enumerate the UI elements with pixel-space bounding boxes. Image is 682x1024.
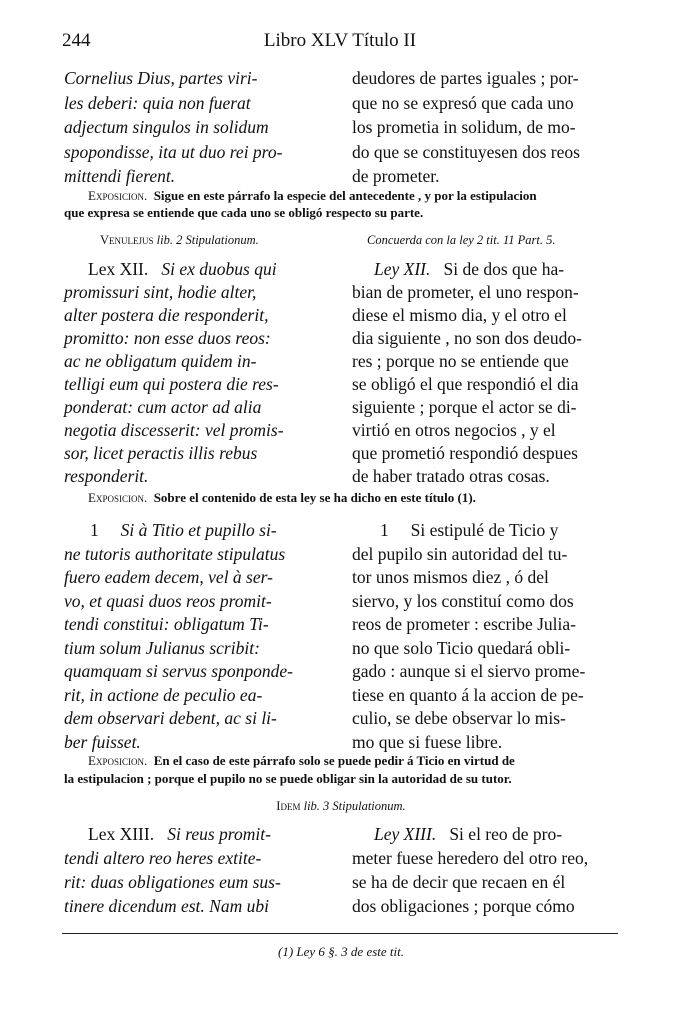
text-line: se ha de decir que recaen en él: [352, 872, 566, 892]
author-name: Idem: [276, 799, 301, 813]
text-line: tendi constitui: obligatum Ti-: [64, 614, 269, 634]
text-line: diese el mismo dia, y el otro el: [352, 305, 567, 325]
latin-column-s1: [64, 66, 282, 189]
text-line: Si ex duobus qui: [161, 259, 277, 279]
text-line: dem observari debent, ac si li-: [64, 708, 277, 728]
text-line: del pupilo sin autoridad del tu-: [352, 543, 568, 564]
exposicion-label: Exposicion.: [88, 753, 148, 768]
text-line: siguiente ; porque el actor se di-: [352, 397, 577, 417]
source-ref: lib. 3 Stipulationum.: [303, 799, 406, 813]
text-line: adjectum singulos in solidum: [64, 117, 269, 137]
text-line: que expresa se entiende que cada uno se obligó respecto su parte.: [64, 205, 424, 220]
source-ref: lib. 2 Stipulationum.: [156, 233, 259, 247]
text-line: dia siguiente , no son dos deudo-: [352, 328, 582, 348]
text-line: les deberi: quia non fuerat: [64, 92, 251, 113]
text-line: culio, se debe observar lo mis-: [352, 708, 566, 728]
text-line: tinere dicendum est. Nam ubi: [64, 896, 269, 916]
text-line: siervo, y los constituí como dos: [352, 590, 574, 611]
exposicion-label: Exposicion.: [88, 188, 148, 203]
text-line: fuero eadem decem, vel à ser-: [64, 567, 273, 587]
exposicion-s2: [88, 489, 476, 506]
text-line: telligi eum qui postera die res-: [64, 374, 279, 394]
footnote: (1) Ley 6 §. 3 de este tit.: [278, 944, 404, 959]
spanish-column-s4: [352, 822, 588, 918]
text-line: de haber tratado otras cosas.: [352, 466, 550, 486]
text-line: tor unos mismos diez , ó del: [352, 567, 549, 587]
page-number: 244: [62, 30, 91, 51]
text-line: que prometió respondió despues: [352, 443, 578, 463]
source-citation-s2: [100, 233, 259, 248]
text-line: gado : aunque si el siervo prome-: [352, 661, 586, 681]
text-line: Si à Titio et pupillo si-: [120, 520, 277, 540]
latin-column-s3: [64, 519, 293, 754]
text-line: ber fuisset.: [64, 731, 141, 752]
paragraph-number: 1: [90, 520, 99, 540]
concordance-note: Concuerda con la ley 2 tit. 11 Part. 5.: [367, 233, 556, 247]
text-line: quamquam si servus sponponde-: [64, 661, 293, 681]
text-line: mittendi fierent.: [64, 166, 176, 186]
text-line: tium solum Julianus scribit:: [64, 637, 260, 658]
text-line: que no se expresó que cada uno: [352, 92, 574, 113]
text-line: ponderat: cum actor ad alia: [64, 397, 262, 417]
text-line: promitto: non esse duos reos:: [64, 328, 271, 348]
paragraph-number: 1: [380, 520, 389, 540]
text-line: Si reus promit-: [167, 824, 271, 844]
text-line: Si de dos que ha-: [443, 259, 565, 279]
author-name: Venulejus: [100, 233, 154, 247]
spanish-column-s2: [352, 258, 582, 488]
latin-column-s2: [64, 258, 284, 488]
source-citation-s4: [0, 799, 682, 814]
text-line: do que se constituyesen dos reos: [352, 141, 580, 162]
text-line: mo que si fuese libre.: [352, 731, 503, 752]
text-line: se obligó el que respondió el dia: [352, 374, 579, 394]
text-line: vo, et quasi duos reos promit-: [64, 590, 272, 611]
text-line: res ; porque no se entiende que: [352, 351, 569, 371]
footnote-rule: [62, 933, 618, 934]
text-line: los prometia in solidum, de mo-: [352, 117, 576, 137]
text-line: spopondisse, ita ut duo rei pro-: [64, 141, 283, 162]
text-line: no que solo Ticio quedará obli-: [352, 637, 571, 658]
text-line: sor, licet peractis illis rebus: [64, 443, 258, 463]
text-line: ne tutoris authoritate stipulatus: [64, 543, 286, 564]
page-header: [62, 30, 618, 56]
text-line: negotia discesserit: vel promis-: [64, 420, 284, 440]
text-line: reos de prometer : escribe Julia-: [352, 614, 577, 634]
text-line: alter postera die responderit,: [64, 305, 269, 325]
text-line: Si estipulé de Ticio y: [410, 520, 559, 540]
law-heading-latin: Lex XIII.: [88, 824, 155, 844]
text-line: dos obligaciones ; porque cómo: [352, 896, 575, 916]
law-heading-spanish: Ley XII.: [374, 259, 431, 279]
latin-column-s4: [64, 822, 281, 918]
text-line: tiese en quanto á la accion de pe-: [352, 684, 584, 705]
exposicion-label: Exposicion.: [88, 490, 148, 505]
text-line: promissuri sint, hodie alter,: [64, 282, 257, 302]
text-line: ac ne obligatum quidem in-: [64, 351, 257, 371]
text-line: rit: duas obligationes eum sus-: [64, 872, 281, 892]
text-line: deudores de partes iguales ; por-: [352, 68, 579, 88]
spanish-column-s1: [352, 66, 580, 189]
text-line: En el caso de este párrafo solo se puede pedir á Ticio en virtud de: [153, 753, 515, 768]
exposicion-s3: [64, 752, 515, 788]
text-line: meter fuese heredero del otro reo,: [352, 848, 589, 868]
text-line: Sigue en este párrafo la especie del antecedente , y por la estipulacion: [153, 188, 537, 203]
text-line: tendi altero reo heres extite-: [64, 848, 262, 868]
text-line: Sobre el contenido de esta ley se ha dicho en este título (1).: [153, 490, 476, 505]
law-heading-spanish: Ley XIII.: [374, 824, 437, 844]
text-line: responderit.: [64, 466, 149, 486]
text-line: virtió en otros negocios , y el: [352, 420, 556, 440]
text-line: de prometer.: [352, 166, 440, 186]
running-title: Libro XLV Título II: [263, 30, 417, 51]
text-line: Si el reo de pro-: [449, 824, 563, 844]
law-heading-latin: Lex XII.: [88, 259, 149, 279]
text-line: rit, in actione de peculio ea-: [64, 684, 263, 705]
text-line: bian de prometer, el uno respon-: [352, 282, 579, 302]
text-line: Cornelius Dius, partes viri-: [64, 68, 258, 88]
text-line: la estipulacion ; porque el pupilo no se puede obligar sin la autoridad de su tutor.: [64, 771, 512, 786]
spanish-column-s3: [352, 519, 585, 754]
exposicion-s1: [64, 187, 537, 221]
